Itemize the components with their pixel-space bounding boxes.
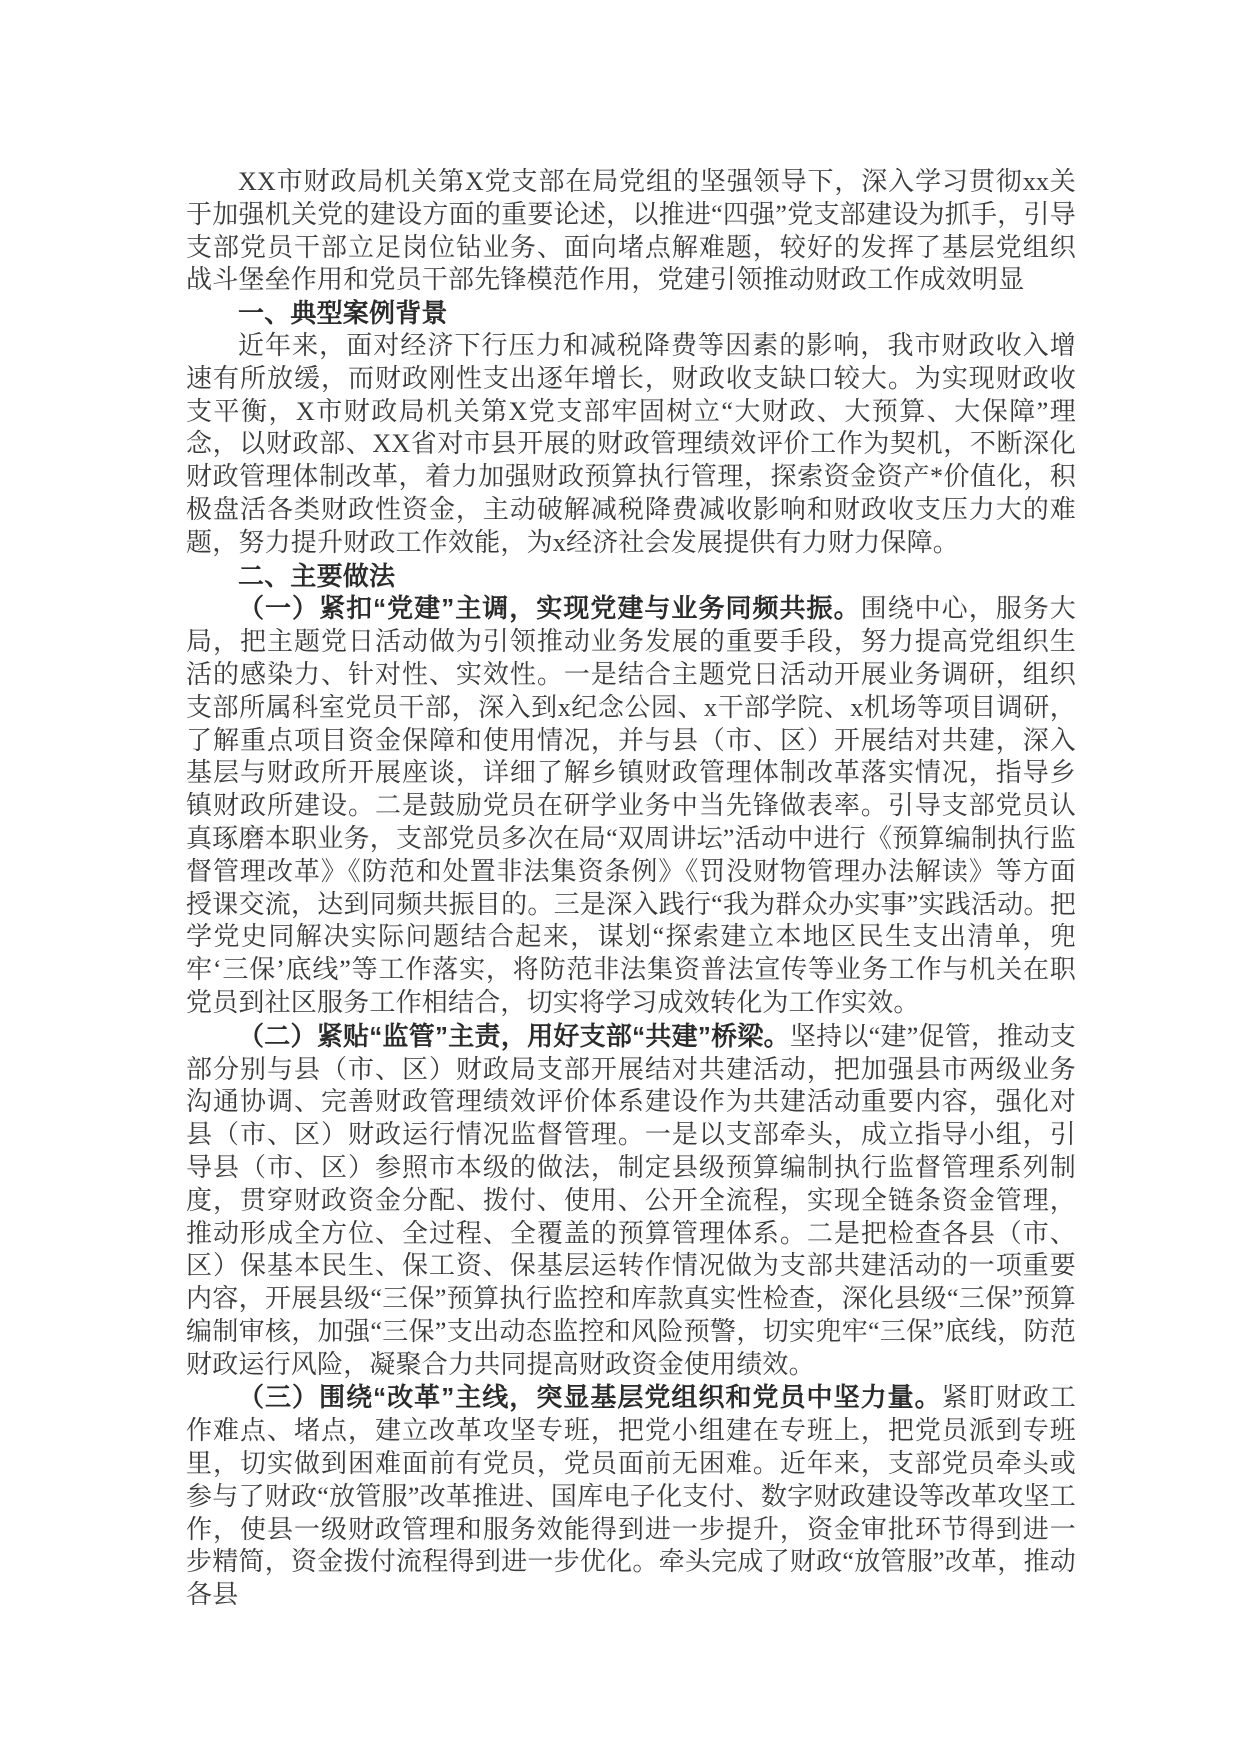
section-1-heading: 一、典型案例背景 [238,298,448,329]
subsection-1-body: 围绕中心，服务大局，把主题党日活动做为引领推动业务发展的重要手段，努力提高党组织生活的感染力、针对性、实效性。一是结合主题党日活动开展业务调研，组织支部所属科室党员干部，深入到x纪念公园、x干部学院、x机场等项目调研，了解重点项目资金保障和使用情况，并与县（市、区）开展结对共建，深入基层与财政所开展座谈，详细了解乡镇财政管理体制改革落实情况，指导乡镇财政所建设。二是鼓励党员在研学业务中当先锋做表率。引导支部党员认真琢磨本职业务，支部党员多次在局“双周讲坛”活动中进行《预算编制执行监督管理改革》《防范和处置非法集资条例》《罚没财物管理办法解读》等方面授课交流，达到同频共振目的。三是深入践行“我为群众办实事”实践活动。把学党史同解决实际问题结合起来，谋划“探索建立本地区民生支出清单，兜牢‘三保’底线”等工作落实，将防范非法集资普法宣传等业务工作与机关在职党员到社区服务工作相结合，切实将学习成效转化为工作实效。 [186,594,1076,1017]
subsection-2-lead: （二）紧贴“监管”主责，用好支部“共建”桥梁。 [238,1020,790,1051]
section-2-heading: 二、主要做法 [238,560,396,591]
subsection-1-lead: （一）紧扣“党建”主调，实现党建与业务同频共振。 [238,593,861,624]
section-1-paragraph: 近年来，面对经济下行压力和减税降费等因素的影响，我市财政收入增速有所放缓，而财政刚性支出逐年增长，财政收支缺口较大。为实现财政收支平衡，X市财政局机关第X党支部牢固树立“大财政、大预算、大保障”理念，以财政部、XX省对市县开展的财政管理绩效评价工作为契机，不断深化财政管理体制改革，着力加强财政预算执行管理，探索资金资产*价值化，积极盘活各类财政性资金，主动破解减税降费减收影响和财政收支压力大的难题，努力提升财政工作效能，为x经济社会发展提供有力财力保障。 [186,330,1076,557]
intro-paragraph: XX市财政局机关第X党支部在局党组的坚强领导下，深入学习贯彻xx关于加强机关党的建设方面的重要论述，以推进“四强”党支部建设为抓手，引导支部党员干部立足岗位钻业务、面向堵点解难题，较好的发挥了基层党组织战斗堡垒作用和党员干部先锋模范作用，党建引领推动财政工作成效明显 [186,167,1076,295]
subsection-1-paragraph [186,592,1076,1019]
subsection-3-body: 紧盯财政工作难点、堵点，建立改革攻坚专班，把党小组建在专班上，把党员派到专班里，切实做到困难面前有党员，党员面前无困难。近年来，支部党员牵头或参与了财政“放管服”改革推进、国库电子化支付、数字财政建设等改革攻坚工作，使县一级财政管理和服务效能得到进一步提升，资金审批环节得到进一步精简，资金拨付流程得到进一步优化。牵头完成了财政“放管服”改革，推动各县 [186,1383,1076,1610]
subsection-2-paragraph [186,1020,1076,1382]
subsection-2-body: 坚持以“建”促管，推动支部分别与县（市、区）财政局支部开展结对共建活动，把加强县市两级业务沟通协调、完善财政管理绩效评价体系建设作为共建活动重要内容，强化对县（市、区）财政运行情况监督管理。一是以支部牵头，成立指导小组，引导县（市、区）参照市本级的做法，制定县级预算编制执行监督管理系列制度，贯穿财政资金分配、拨付、使用、公开全流程，实现全链条资金管理，推动形成全方位、全过程、全覆盖的预算管理体系。二是把检查各县（市、区）保基本民生、保工资、保基层运转作情况做为支部共建活动的一项重要内容，开展县级“三保”预算执行监控和库款真实性检查，深化县级“三保”预算编制审核，加强“三保”支出动态监控和风险预警，切实兜牢“三保”底线，防范财政运行风险，凝聚合力共同提高财政资金使用绩效。 [186,1021,1076,1379]
subsection-3-lead: （三）围绕“改革”主线，突显基层党组织和党员中坚力量。 [238,1382,942,1413]
document-text-block [186,166,1076,1612]
subsection-3-paragraph [186,1381,1076,1612]
